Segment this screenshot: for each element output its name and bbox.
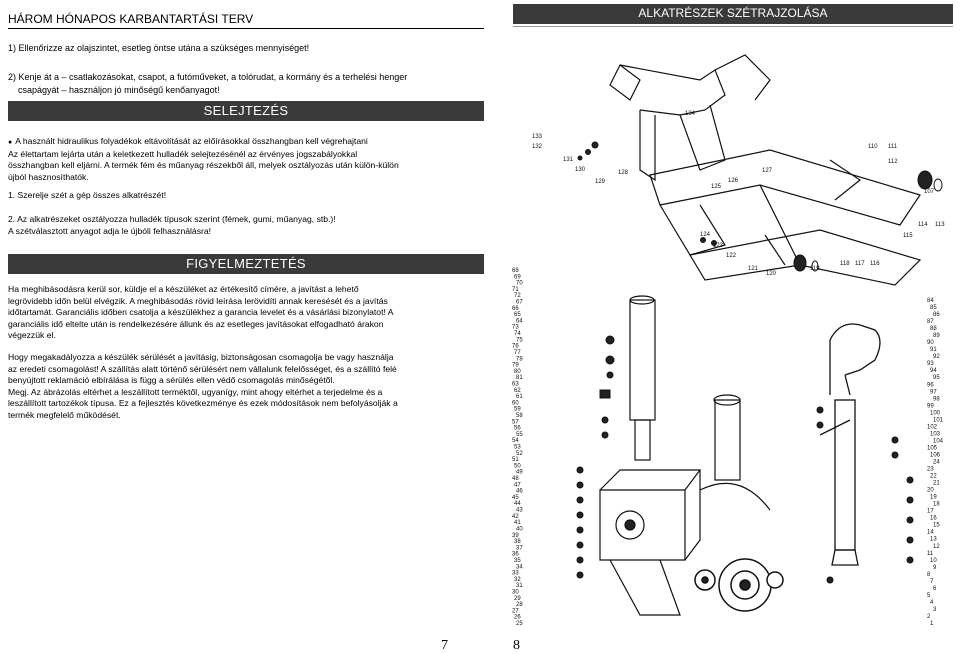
part-number-label: 53 bbox=[514, 444, 521, 451]
part-number-label: 59 bbox=[514, 406, 521, 413]
part-number-label: 73 bbox=[512, 324, 519, 331]
diagram-labels-top bbox=[532, 111, 945, 277]
label: 123 bbox=[713, 243, 724, 249]
part-number-label: 58 bbox=[516, 413, 523, 419]
part-number-label: 36 bbox=[512, 551, 519, 558]
tube-drawing bbox=[700, 395, 770, 510]
disposal-step-2-line-1: 2. Az alkatrészeket osztályozza hulladék típusok szerint (fémek, gumi, műanyag, stb.)! bbox=[8, 214, 336, 224]
part-number-label: 47 bbox=[514, 482, 521, 489]
part-number-label: 38 bbox=[514, 539, 521, 546]
part-number-label: 9 bbox=[933, 564, 937, 571]
page-number-right: 8 bbox=[513, 638, 520, 653]
part-number-label: 102 bbox=[927, 424, 938, 431]
part-number-label: 81 bbox=[516, 375, 523, 382]
part-number-label: 1 bbox=[930, 621, 934, 627]
label: 117 bbox=[855, 261, 865, 267]
part-number-label: 101 bbox=[933, 417, 944, 424]
left-page-title: HÁROM HÓNAPOS KARBANTARTÁSI TERV bbox=[8, 12, 484, 29]
part-number-label: 50 bbox=[514, 463, 521, 470]
part-number-label: 2 bbox=[927, 614, 931, 620]
part-number-label: 57 bbox=[512, 419, 519, 426]
part-number-label: 90 bbox=[927, 340, 934, 347]
disposal-step-2 bbox=[8, 214, 484, 237]
part-number-label: 6 bbox=[933, 585, 937, 592]
part-number-label: 34 bbox=[516, 564, 523, 571]
warning-line: termék megfelelő működését. bbox=[8, 409, 121, 420]
part-number-label: 27 bbox=[512, 608, 519, 615]
part-number-label: 105 bbox=[927, 445, 938, 452]
part-number-label: 13 bbox=[930, 536, 937, 543]
part-number-label: 10 bbox=[930, 557, 937, 564]
warning-line: Ha meghibásodásra kerül sor, küldje el a készüléket az értékesítő címére, a javítást a lehető bbox=[8, 284, 359, 294]
part-number-label: 56 bbox=[514, 425, 521, 432]
part-number-label: 66 bbox=[512, 305, 519, 312]
right-page-title-bar bbox=[513, 4, 953, 24]
part-number-label: 16 bbox=[930, 515, 937, 522]
label: 129 bbox=[595, 179, 606, 185]
label: 111 bbox=[888, 144, 898, 150]
label: 120 bbox=[766, 271, 777, 277]
disposal-para-line: Az élettartam lejárta után a keletkezett hulladék selejtezésénél az érvényes jogszabályokkal bbox=[8, 148, 358, 159]
warning-line: időtartamát. Garanciális időben csatolja a készülékhez a garancia levelet és a vásárlási bizonylatot! A bbox=[8, 307, 394, 318]
part-number-label: 28 bbox=[516, 602, 523, 609]
warning-line: leszállított tartozékok típusa. Ez a fejlesztés következménye és ezek módosítások nem befolyásolják a bbox=[8, 398, 398, 409]
warning-line: Hogy megakadályozza a készülék sérülését a javításig, biztonságosan csomagolja be vagy használja bbox=[8, 352, 394, 362]
part-number-label: 74 bbox=[514, 331, 521, 337]
right-page-title: ALKATRÉSZEK SZÉTRAJZOLÁSA bbox=[638, 6, 828, 20]
part-number-label: 88 bbox=[930, 326, 937, 333]
part-number-label: 91 bbox=[930, 347, 937, 354]
disposal-section-bar: SELEJTEZÉS bbox=[8, 101, 484, 121]
part-number-label: 92 bbox=[933, 354, 940, 361]
part-number-label: 85 bbox=[930, 305, 937, 311]
label: 119 bbox=[810, 266, 820, 272]
warning-section-bar: FIGYELMEZTETÉS bbox=[8, 254, 484, 274]
disposal-text bbox=[8, 136, 484, 183]
label: 118 bbox=[840, 261, 850, 267]
pump-small-parts-drawing bbox=[577, 336, 614, 578]
part-number-label: 70 bbox=[516, 280, 523, 287]
part-number-label: 43 bbox=[516, 507, 523, 514]
part-number-label: 79 bbox=[512, 362, 519, 369]
part-number-label: 31 bbox=[516, 583, 523, 590]
part-number-label: 11 bbox=[927, 550, 934, 557]
part-number-label: 33 bbox=[512, 570, 519, 577]
part-number-label: 5 bbox=[927, 592, 931, 599]
warning-paragraph-1 bbox=[8, 284, 484, 342]
part-number-label: 98 bbox=[933, 396, 940, 403]
label: 115 bbox=[903, 233, 913, 239]
part-number-label: 72 bbox=[514, 293, 521, 300]
warning-line: benyújtott reklamáció elbírálása is függ a sérülés ellen védő csomagolás minőségétől. bbox=[8, 375, 335, 386]
part-number-label: 89 bbox=[933, 333, 940, 340]
part-number-label: 60 bbox=[512, 400, 519, 407]
part-number-label: 40 bbox=[516, 526, 523, 533]
part-number-label: 39 bbox=[512, 532, 519, 539]
part-number-label: 64 bbox=[516, 318, 523, 325]
part-number-label: 69 bbox=[514, 274, 521, 281]
part-number-label: 49 bbox=[516, 469, 523, 476]
part-number-label: 100 bbox=[930, 410, 941, 417]
label: 127 bbox=[762, 168, 773, 174]
part-number-label: 75 bbox=[516, 337, 523, 344]
part-number-label: 7 bbox=[930, 578, 934, 585]
part-number-label: 96 bbox=[927, 382, 934, 389]
part-number-label: 45 bbox=[512, 494, 519, 501]
label: 125 bbox=[711, 184, 722, 190]
part-number-label: 77 bbox=[514, 349, 521, 356]
label: 107 bbox=[924, 189, 935, 195]
part-number-label: 106 bbox=[930, 452, 941, 459]
drive-wheel-drawing bbox=[695, 559, 783, 611]
part-number-label: 26 bbox=[514, 614, 521, 621]
maintenance-item-2-line-2: csapágyát – használjon jó minőségű kenőanyagot! bbox=[18, 85, 220, 95]
part-number-label: 23 bbox=[927, 466, 934, 473]
part-number-label: 41 bbox=[514, 520, 521, 527]
part-number-label: 19 bbox=[930, 494, 937, 501]
part-number-label: 18 bbox=[933, 501, 940, 508]
part-number-label: 3 bbox=[933, 607, 937, 613]
diagram-labels-left bbox=[512, 268, 523, 627]
warning-paragraph-2 bbox=[8, 352, 484, 422]
part-number-label: 29 bbox=[514, 595, 521, 602]
page-number-left: 7 bbox=[441, 638, 448, 653]
part-number-label: 86 bbox=[933, 312, 940, 318]
part-number-label: 93 bbox=[927, 361, 934, 368]
maintenance-item-1: 1) Ellenőrizze az olajszintet, esetleg öntse utána a szükséges mennyiséget! bbox=[8, 43, 310, 53]
warning-line: Megj. Az ábrázolás eltérhet a leszállított terméktől, ugyanígy, mint ahogy eltérhet a terjedelme és a bbox=[8, 386, 383, 397]
part-number-label: 21 bbox=[933, 480, 940, 487]
label: 121 bbox=[748, 266, 759, 272]
part-number-label: 37 bbox=[516, 545, 523, 552]
part-number-label: 54 bbox=[512, 438, 519, 445]
label: 130 bbox=[575, 167, 586, 173]
part-number-label: 4 bbox=[930, 599, 934, 606]
part-number-label: 65 bbox=[514, 312, 521, 319]
part-number-label: 84 bbox=[927, 298, 934, 304]
exploded-parts-diagram bbox=[500, 40, 955, 630]
part-number-label: 80 bbox=[514, 368, 521, 375]
part-number-label: 68 bbox=[512, 268, 519, 274]
part-number-label: 87 bbox=[927, 319, 934, 326]
part-number-label: 51 bbox=[512, 457, 519, 464]
label: 116 bbox=[870, 261, 880, 267]
part-number-label: 48 bbox=[512, 476, 519, 482]
part-number-label: 99 bbox=[927, 403, 934, 410]
part-number-label: 25 bbox=[516, 621, 523, 627]
part-number-label: 63 bbox=[512, 381, 519, 388]
diagram-labels-right bbox=[927, 298, 944, 627]
part-number-label: 15 bbox=[933, 522, 940, 529]
label: 124 bbox=[700, 232, 711, 238]
part-number-label: 44 bbox=[514, 501, 521, 508]
part-number-label: 12 bbox=[933, 543, 940, 550]
part-number-label: 67 bbox=[516, 299, 523, 306]
part-number-label: 55 bbox=[516, 431, 523, 438]
label: 110 bbox=[868, 144, 878, 150]
warning-line: az eredeti csomagolást! A szállítás alatt történő sérülésért nem vállalunk felelősséget, és a szállító felé bbox=[8, 363, 397, 374]
part-number-label: 71 bbox=[512, 286, 519, 293]
disposal-step-1: 1. Szerelje szét a gép összes alkatrészét! bbox=[8, 190, 167, 200]
part-number-label: 30 bbox=[512, 589, 519, 596]
label: 133 bbox=[532, 134, 543, 140]
part-number-label: 42 bbox=[512, 513, 519, 520]
part-number-label: 14 bbox=[927, 529, 934, 536]
part-number-label: 52 bbox=[516, 450, 523, 457]
disposal-bullet: ● A használt hidraulikus folyadékok eltávolítását az előírásokkal összhangban kell végrehajtani bbox=[8, 136, 484, 149]
label: 113 bbox=[935, 222, 945, 228]
label: 114 bbox=[918, 222, 928, 228]
warning-line: végezzük el. bbox=[8, 330, 56, 341]
maintenance-item-2-line-1: 2) Kenje át a – csatlakozásokat, csapot, a futóműveket, a tolórudat, a kormány és a terhelési henger bbox=[8, 72, 408, 82]
right-title-divider bbox=[513, 26, 953, 27]
label: 134 bbox=[685, 111, 696, 117]
part-number-label: 32 bbox=[514, 576, 521, 583]
disposal-para-line: összhangban kell eljárni. A termék fém és műanyag részekből áll, melyek osztályozás után külön-külön bbox=[8, 160, 399, 171]
pump-cylinder-drawing bbox=[600, 296, 700, 615]
label: 131 bbox=[563, 157, 574, 163]
part-number-label: 17 bbox=[927, 508, 934, 515]
part-number-label: 22 bbox=[930, 473, 937, 480]
handle-parts-drawing bbox=[817, 407, 913, 583]
warning-line: legrövidebb időn belül elvégzik. A meghibásodás rövid leírása lerövidíti annak keresését és a javítás bbox=[8, 295, 388, 306]
label: 122 bbox=[726, 253, 737, 259]
label: 132 bbox=[532, 144, 543, 150]
part-number-label: 104 bbox=[933, 438, 944, 445]
part-number-label: 46 bbox=[516, 488, 523, 495]
label: 126 bbox=[728, 178, 739, 184]
part-number-label: 35 bbox=[514, 558, 521, 564]
part-number-label: 76 bbox=[512, 343, 519, 350]
part-number-label: 20 bbox=[927, 487, 934, 494]
part-number-label: 62 bbox=[514, 387, 521, 394]
handle-drawing bbox=[820, 324, 880, 565]
part-number-label: 94 bbox=[930, 368, 937, 375]
label: 112 bbox=[888, 159, 898, 165]
part-number-label: 95 bbox=[933, 375, 940, 382]
part-number-label: 103 bbox=[930, 431, 941, 438]
disposal-step-2-line-2: A szétválasztott anyagot adja le újbóli felhasználásra! bbox=[8, 225, 212, 236]
part-number-label: 8 bbox=[927, 571, 931, 578]
part-number-label: 24 bbox=[933, 459, 940, 466]
part-number-label: 61 bbox=[516, 394, 523, 401]
label: 128 bbox=[618, 170, 629, 176]
warning-line: garanciális idő eltelte után is rendelkezésére állunk és az esetleges javításokat elfogadható árakon bbox=[8, 318, 384, 329]
part-number-label: 78 bbox=[516, 356, 523, 363]
disposal-para-line: újból hasznosíthatók. bbox=[8, 171, 89, 182]
part-number-label: 97 bbox=[930, 389, 937, 396]
